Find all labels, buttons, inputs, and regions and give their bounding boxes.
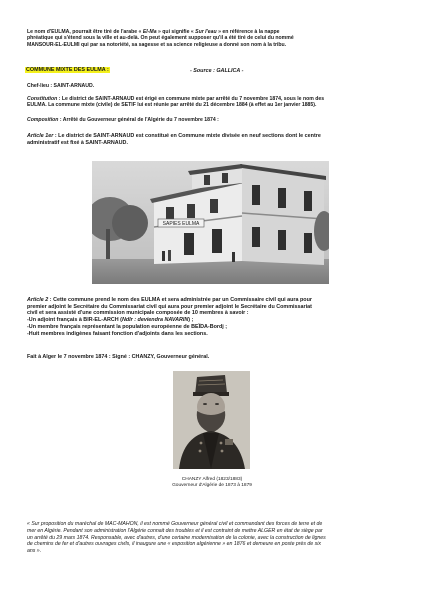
- chef-lieu: Chef-lieu : SAINT-ARNAUD.: [27, 83, 95, 89]
- portrait-caption-name: CHANZY Alfred (1823/1883): [181, 477, 243, 482]
- composition-label: Composition: [27, 117, 59, 123]
- constitution-paragraph: [27, 96, 397, 109]
- composition-text: : Arrêté du Gouverneur général de l'Algérie du 7 novembre 1874 :: [58, 117, 219, 123]
- article2-line-4: [27, 317, 399, 324]
- intro-sur-leau: Sur l'eau: [195, 29, 217, 35]
- source-label: - Source : GALLICA -: [190, 68, 244, 74]
- building-photo: [92, 161, 329, 284]
- constitution-text: : Le district de SAINT-ARNAUD est érigé en commune mixte par arrêté du 7 novembre 1874, sous le nom des: [57, 96, 325, 102]
- article2-paragraph: [27, 297, 399, 337]
- building-illustration: [92, 161, 329, 284]
- article2-text: ) ;: [188, 317, 194, 324]
- quote-line-4: de chemins de fer et d'autres ouvrages civils, il inaugure une « exposition algérienne » en 1876 et demeure en poste près de six: [27, 541, 321, 548]
- signature-line: Fait à Alger le 7 novembre 1874 : Signé : CHANZY, Gouverneur général.: [27, 354, 210, 360]
- article1-line-1: [27, 133, 397, 140]
- quote-line-5: ans ».: [27, 548, 42, 555]
- article1-label: Article 1er: [27, 133, 54, 139]
- article2-line-6: -Huit membres indigènes faisant fonction d'adjoints dans les sections.: [27, 330, 208, 337]
- commune-heading: COMMUNE MIXTE DES EULMA :: [26, 67, 109, 73]
- constitution-label: Constitution: [27, 96, 58, 102]
- article2-line-2: premier adjoint le Secrétaire du Commissariat civil qui aura pour premier adjoint le Secrétaire du Commissariat: [27, 303, 312, 310]
- article2-label: Article 2: [27, 297, 49, 303]
- article1-text: : Le district de SAINT-ARNAUD est constitué en Commune mixte divisée en neuf sections dont le centre: [53, 133, 321, 139]
- constitution-line-2: EULMA. La commune mixte (civile) de SETIF lui est réunie par arrêté du 21 décembre 1884 (à effet au 1er janvier 1885).: [27, 102, 317, 109]
- article2-text: : Cette commune prend le nom des EULMA et sera administrée par un Commissaire civil qui aura pour: [48, 297, 312, 303]
- portrait-photo: [173, 371, 250, 469]
- article2-line-1: [27, 297, 399, 304]
- quote-line-2: mer en Algérie. Pendant son administration l'Algérie connait des troubles et il est contraint de mettre ALGER en état de siège par: [27, 527, 323, 534]
- composition-paragraph: [27, 117, 397, 123]
- intro-paragraph: [27, 29, 373, 48]
- intro-text: Le nom d'EULMA, pourrait être tiré de l'arabe «: [27, 29, 143, 35]
- portrait-caption-role: Gouverneur d'Algérie de 1873 à 1879: [172, 483, 252, 488]
- portrait-caption: [150, 477, 274, 489]
- article2-text: -Un adjoint français à BIR-EL-ARCH (: [27, 317, 122, 324]
- quote-line-3: un arrêté du 29 mars 1874. Responsable, avec d'autres, d'une certaine modernisation de la colonie, avec la construction de lignes: [27, 534, 326, 541]
- article2-ndlr: Ndlr : deviendra NAVARIN: [121, 317, 189, 324]
- article1-paragraph: [27, 133, 397, 146]
- portrait-illustration: [173, 371, 250, 469]
- intro-line-3: MANSOUR-EL-EULMI qui par sa notoriété, sa sagesse et sa science religieuse a donné son nom à la tribu.: [27, 41, 287, 48]
- intro-line-2: phréatique qui s'étend sous la ville et au-delà. On peut également supposer qu'il a été tiré de celui du nommé: [27, 35, 294, 42]
- quote-paragraph: [27, 521, 399, 555]
- quote-line-1: « Sur proposition du maréchal de MAC-MAHON, il est nommé Gouverneur général civil et commandant des forces de terre et de: [27, 521, 323, 527]
- intro-el-ma: El-Ma: [142, 29, 157, 35]
- article2-line-5: -Un membre français représentant la population européenne de BEÏDA-Bordj ;: [27, 323, 228, 330]
- article2-line-3: civil et sera assisté d'une commission municipale composée de 10 membres à savoir :: [27, 310, 249, 317]
- intro-text: » qui signifie «: [156, 29, 196, 35]
- article1-line-2: administratif est fixé à SAINT-ARNAUD.: [27, 139, 128, 146]
- intro-text: » en référence à la nappe: [216, 29, 280, 35]
- building-sign-text: SAPIES EULMA: [162, 221, 200, 228]
